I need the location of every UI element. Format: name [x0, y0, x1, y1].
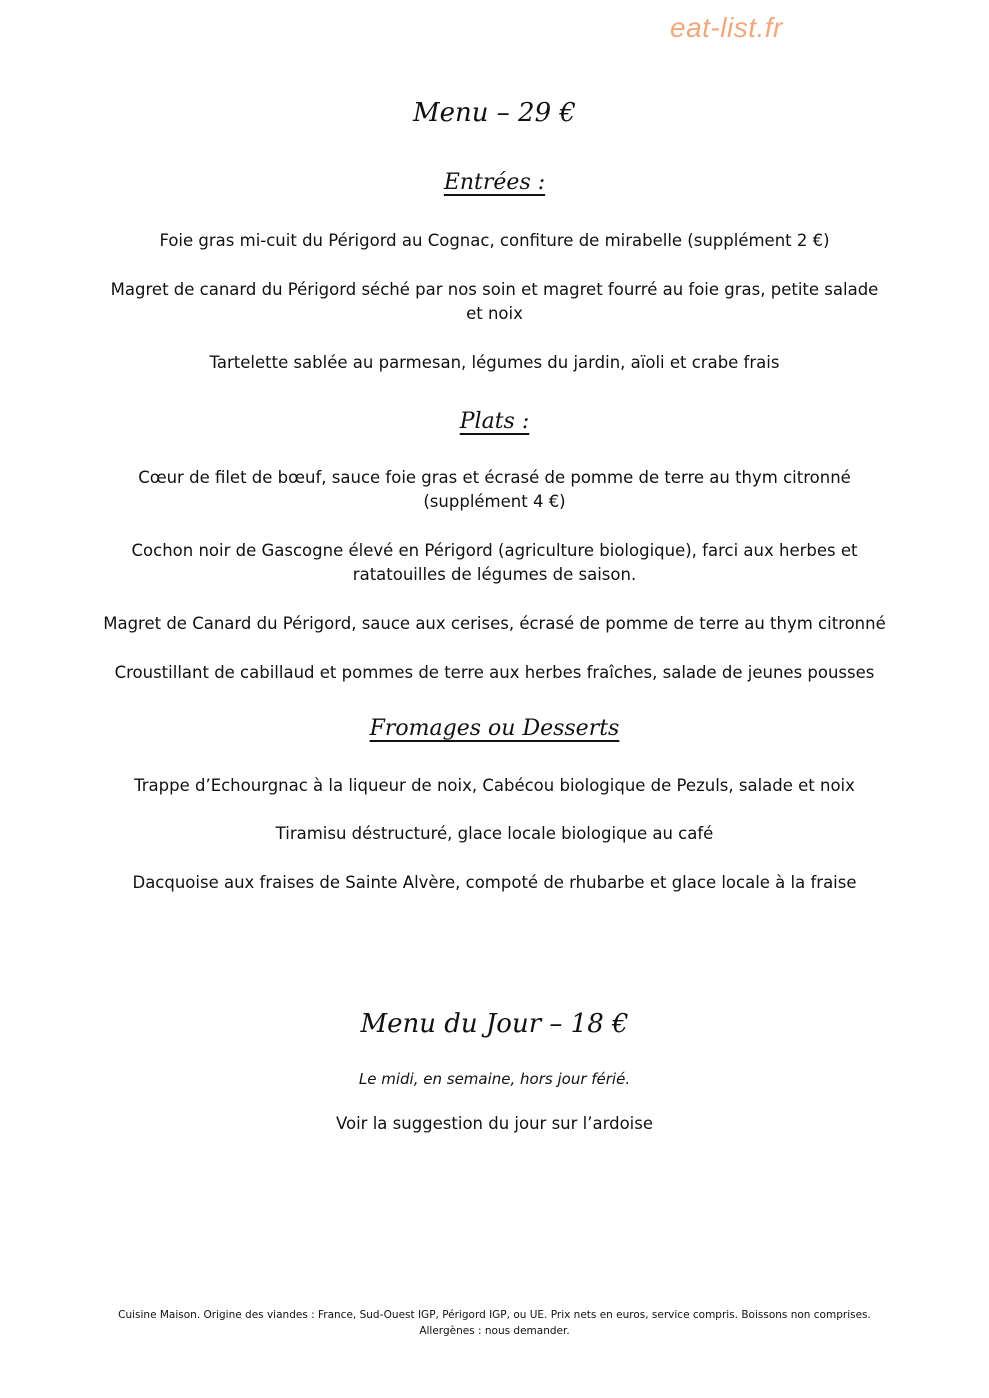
dish-item: Tartelette sablée au parmesan, légumes du jardin, aïoli et crabe frais — [209, 353, 780, 372]
section-title-fromages-desserts: Fromages ou Desserts — [369, 716, 620, 741]
dish-item: Cochon noir de Gascogne élevé en Périgord (agriculture biologique), farci aux herbes et ratatouilles de légumes de saison. — [131, 541, 858, 584]
section-title-entrees: Entrées : — [443, 170, 546, 195]
dish-item: Dacquoise aux fraises de Sainte Alvère, compoté de rhubarbe et glace locale à la fraise — [132, 873, 857, 892]
watermark-logo: eat-list.fr — [670, 12, 783, 43]
dish-item: Magret de Canard du Périgord, sauce aux cerises, écrasé de pomme de terre au thym citronné — [103, 614, 886, 633]
footer-note — [60, 1307, 929, 1339]
footer-line-1: Cuisine Maison. Origine des viandes : France, Sud-Ouest IGP, Périgord IGP, ou UE. Prix nets en euros, service compris. Boissons non comprises. — [118, 1309, 871, 1321]
footer-line-2: Allergènes : nous demander. — [419, 1325, 570, 1337]
dish-item: Croustillant de cabillaud et pommes de terre aux herbes fraîches, salade de jeunes pousses — [114, 663, 875, 682]
dish-item: Cœur de filet de bœuf, sauce foie gras et écrasé de pomme de terre au thym citronné (supplément 4 €) — [138, 468, 851, 511]
section-title-plats: Plats : — [459, 409, 530, 434]
menu-du-jour-title: Menu du Jour – 18 € — [360, 1009, 629, 1039]
dish-item: Magret de canard du Périgord séché par nos soin et magret fourré au foie gras, petite salade et noix — [110, 280, 879, 323]
menu-du-jour-suggestion: Voir la suggestion du jour sur l’ardoise — [335, 1114, 653, 1133]
menu-du-jour-note: Le midi, en semaine, hors jour férié. — [358, 1070, 631, 1088]
dish-item: Trappe d’Echourgnac à la liqueur de noix, Cabécou biologique de Pezuls, salade et noix — [134, 776, 855, 795]
dish-item: Tiramisu déstructuré, glace locale biologique au café — [275, 824, 714, 843]
menu-title: Menu – 29 € — [413, 98, 576, 128]
dish-item: Foie gras mi-cuit du Périgord au Cognac, confiture de mirabelle (supplément 2 €) — [159, 231, 830, 250]
